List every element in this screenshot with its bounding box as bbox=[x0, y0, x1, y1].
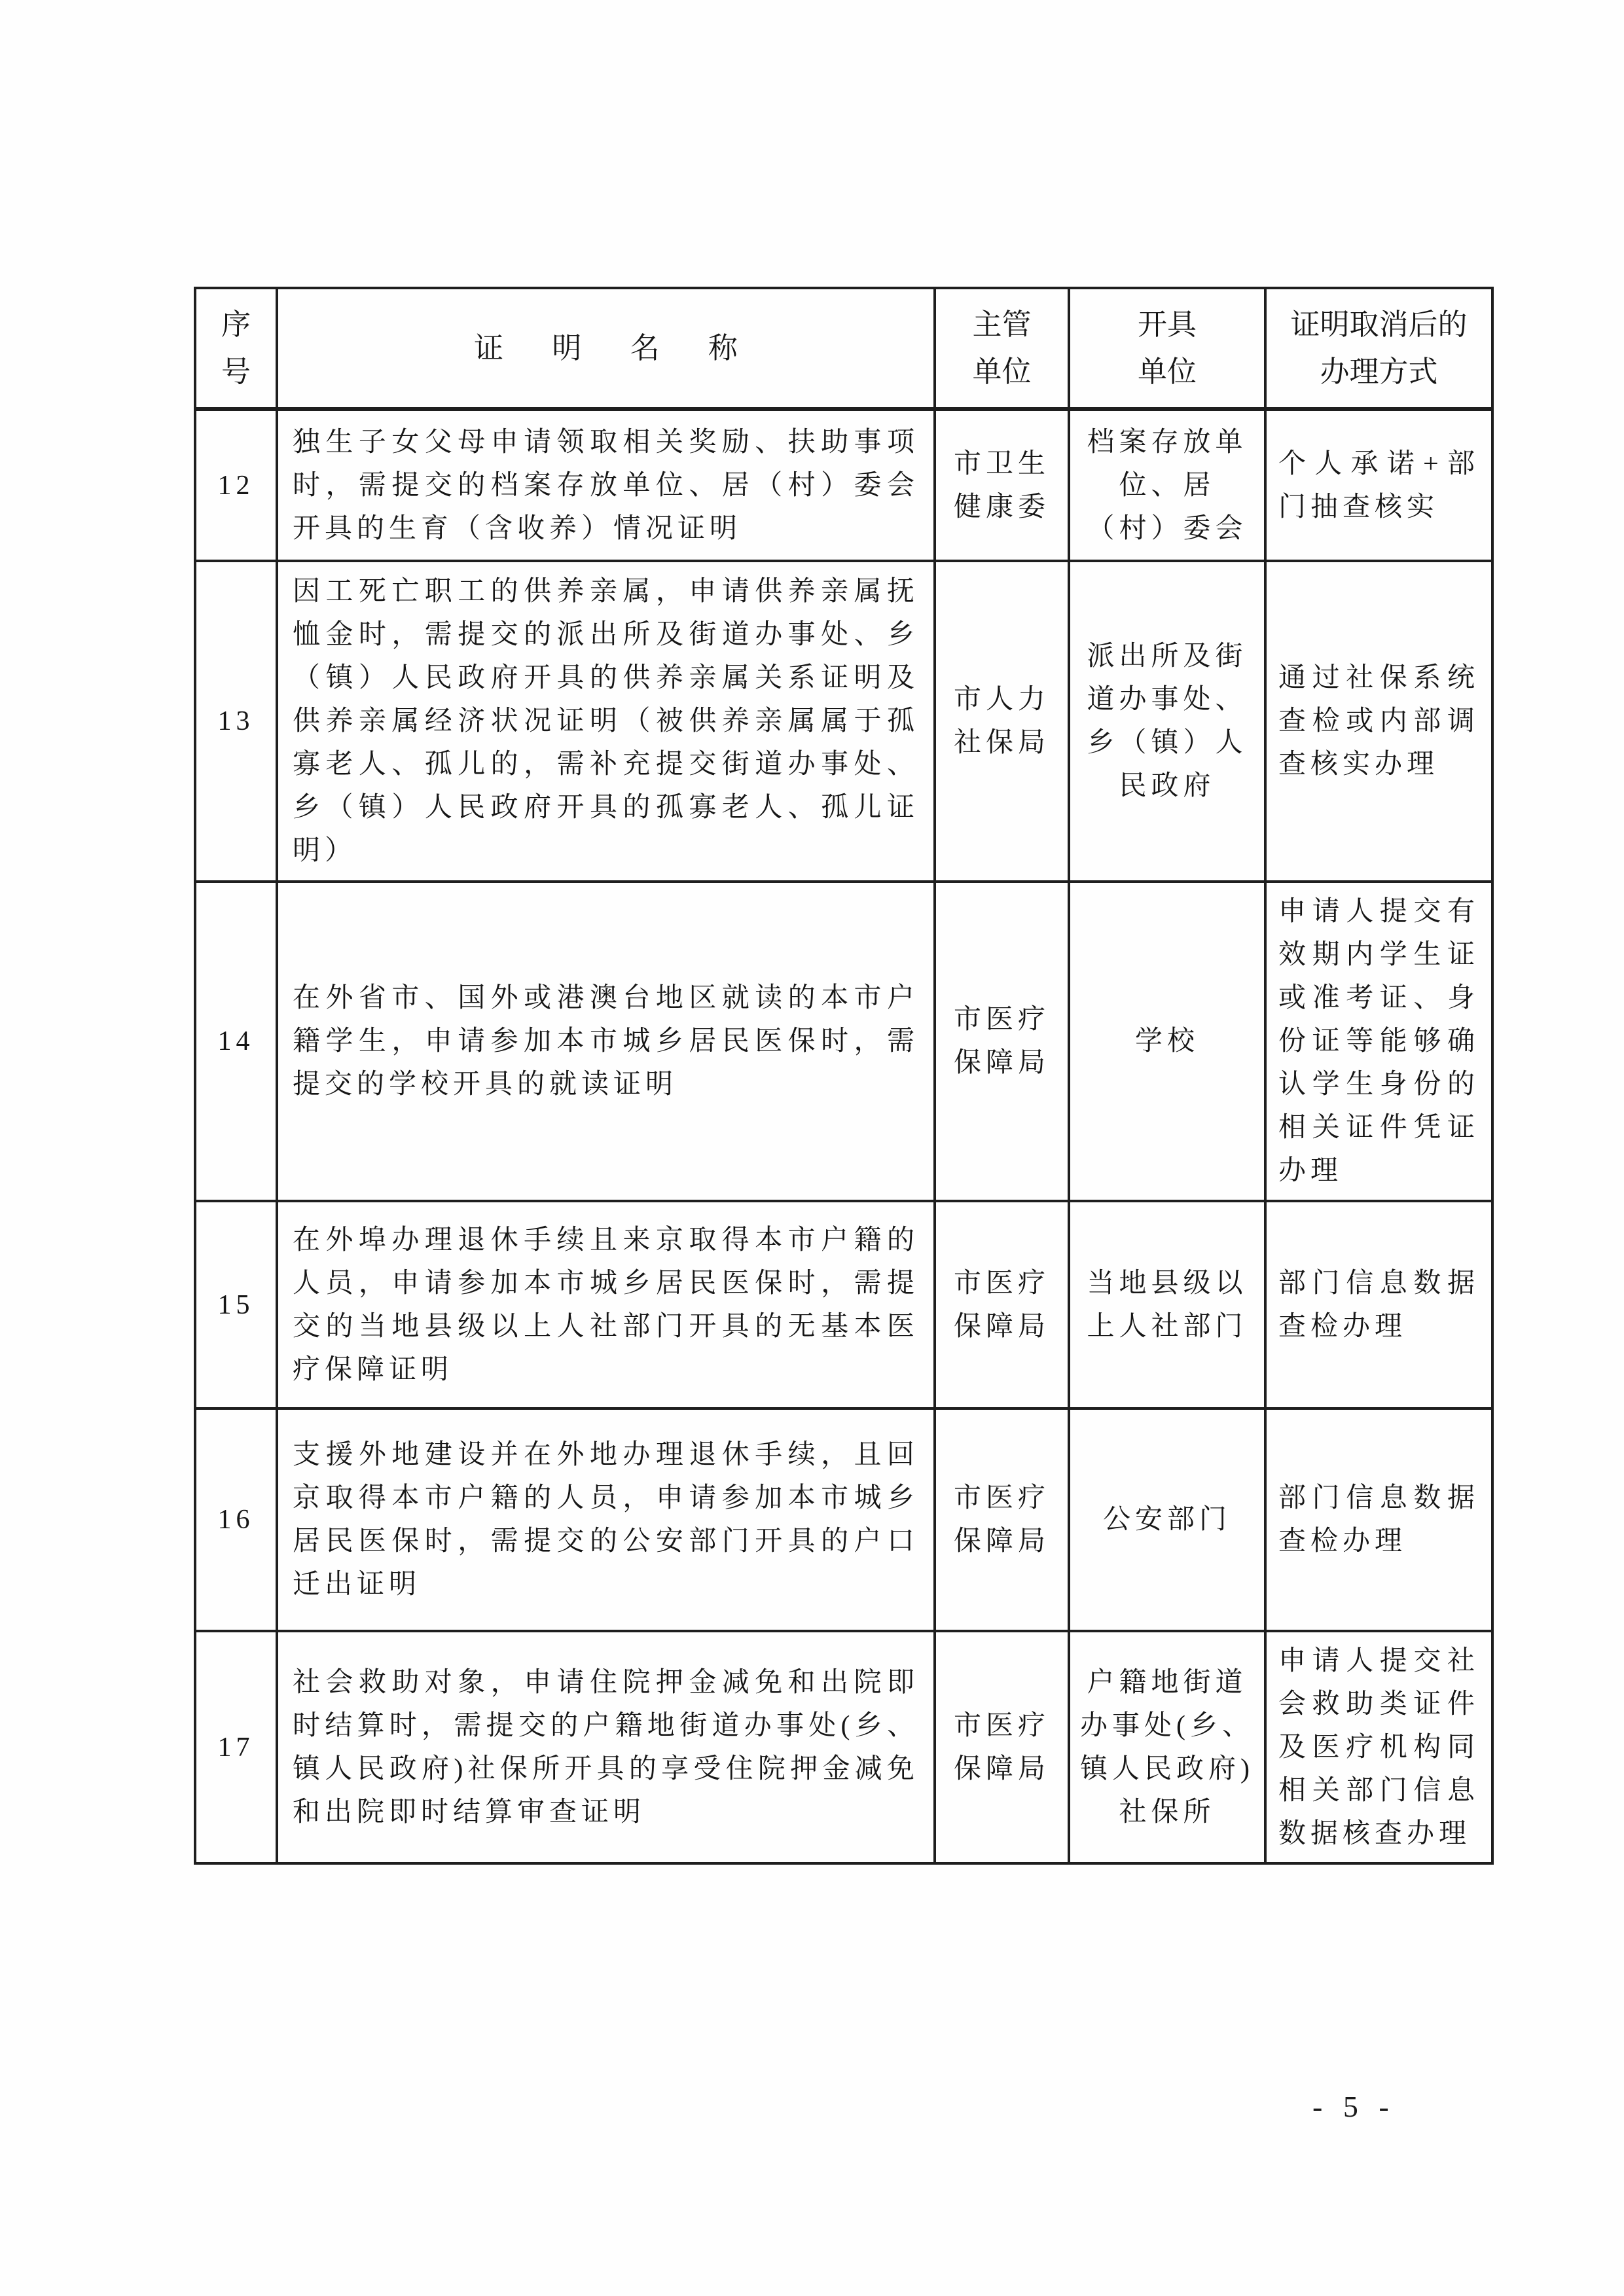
issuer-unit-cell: 当地县级以上人社部门 bbox=[1069, 1201, 1265, 1408]
table-header-row bbox=[195, 288, 1492, 409]
header-handling-method bbox=[1265, 288, 1492, 409]
certificate-name-cell: 支援外地建设并在外地办理退休手续，且回京取得本市户籍的人员，申请参加本市城乡居民医保时，需提交的公安部门开具的户口迁出证明 bbox=[277, 1408, 935, 1631]
serial-number-cell: 16 bbox=[195, 1408, 277, 1631]
supervisor-unit-cell: 市医疗保障局 bbox=[935, 1201, 1069, 1408]
handling-method-cell: 申请人提交有效期内学生证或准考证、身份证等能够确认学生身份的相关证件凭证办理 bbox=[1265, 882, 1492, 1201]
supervisor-unit-cell: 市卫生健康委 bbox=[935, 409, 1069, 561]
certificate-name-cell: 社会救助对象，申请住院押金减免和出院即时结算时，需提交的户籍地街道办事处(乡、镇人民政府)社保所开具的享受住院押金减免和出院即时结算审查证明 bbox=[277, 1631, 935, 1863]
issuer-unit-cell: 公安部门 bbox=[1069, 1408, 1265, 1631]
serial-number-cell: 12 bbox=[195, 409, 277, 561]
issuer-unit-cell: 学校 bbox=[1069, 882, 1265, 1201]
issuer-unit-cell: 派出所及街道办事处、乡（镇）人民政府 bbox=[1069, 561, 1265, 882]
serial-number-cell: 17 bbox=[195, 1631, 277, 1863]
header-supervisor-unit bbox=[935, 288, 1069, 409]
serial-number-cell: 15 bbox=[195, 1201, 277, 1408]
table-row-17 bbox=[195, 1631, 1492, 1863]
page-number: - 5 - bbox=[1312, 2090, 1396, 2123]
serial-number-cell: 14 bbox=[195, 882, 277, 1201]
certificate-name-cell: 因工死亡职工的供养亲属，申请供养亲属抚恤金时，需提交的派出所及街道办事处、乡（镇）人民政府开具的供养亲属关系证明及供养亲属经济状况证明（被供养亲属属于孤寡老人、孤儿的，需补充提交街道办事处、乡（镇）人民政府开具的孤寡老人、孤儿证明） bbox=[277, 561, 935, 882]
serial-number-cell: 13 bbox=[195, 561, 277, 882]
header-certificate-name bbox=[277, 288, 935, 409]
table-row-14 bbox=[195, 882, 1492, 1201]
header-issuer-unit-label: 开具单位 bbox=[1137, 308, 1197, 388]
supervisor-unit-cell: 市医疗保障局 bbox=[935, 882, 1069, 1201]
supervisor-unit-cell: 市医疗保障局 bbox=[935, 1408, 1069, 1631]
header-handling-method-label: 证明取消后的办理方式 bbox=[1290, 308, 1468, 388]
issuer-unit-cell: 档案存放单位、居（村）委会 bbox=[1069, 409, 1265, 561]
certificate-name-cell: 在外省市、国外或港澳台地区就读的本市户籍学生，申请参加本市城乡居民医保时，需提交的学校开具的就读证明 bbox=[277, 882, 935, 1201]
handling-method-cell: 个人承诺+部门抽查核实 bbox=[1265, 409, 1492, 561]
header-serial-number-label: 序号 bbox=[221, 308, 251, 388]
header-issuer-unit bbox=[1069, 288, 1265, 409]
handling-method-cell: 部门信息数据查检办理 bbox=[1265, 1201, 1492, 1408]
header-serial-number bbox=[195, 288, 277, 409]
certificate-name-cell: 独生子女父母申请领取相关奖励、扶助事项时，需提交的档案存放单位、居（村）委会开具的生育（含收养）情况证明 bbox=[277, 409, 935, 561]
certificate-name-cell: 在外埠办理退休手续且来京取得本市户籍的人员，申请参加本市城乡居民医保时，需提交的当地县级以上人社部门开具的无基本医疗保障证明 bbox=[277, 1201, 935, 1408]
header-certificate-name-label: 证明名称 bbox=[474, 332, 787, 365]
handling-method-cell: 通过社保系统查检或内部调查核实办理 bbox=[1265, 561, 1492, 882]
supervisor-unit-cell: 市医疗保障局 bbox=[935, 1631, 1069, 1863]
supervisor-unit-cell: 市人力社保局 bbox=[935, 561, 1069, 882]
header-supervisor-unit-label: 主管单位 bbox=[972, 308, 1032, 388]
table-row-16 bbox=[195, 1408, 1492, 1631]
table-row-12 bbox=[195, 409, 1492, 561]
table-row-15 bbox=[195, 1201, 1492, 1408]
handling-method-cell: 部门信息数据查检办理 bbox=[1265, 1408, 1492, 1631]
table-row-13 bbox=[195, 561, 1492, 882]
certificates-table bbox=[194, 287, 1494, 1865]
handling-method-cell: 申请人提交社会救助类证件及医疗机构同相关部门信息数据核查办理 bbox=[1265, 1631, 1492, 1863]
issuer-unit-cell: 户籍地街道办事处(乡、镇人民政府)社保所 bbox=[1069, 1631, 1265, 1863]
